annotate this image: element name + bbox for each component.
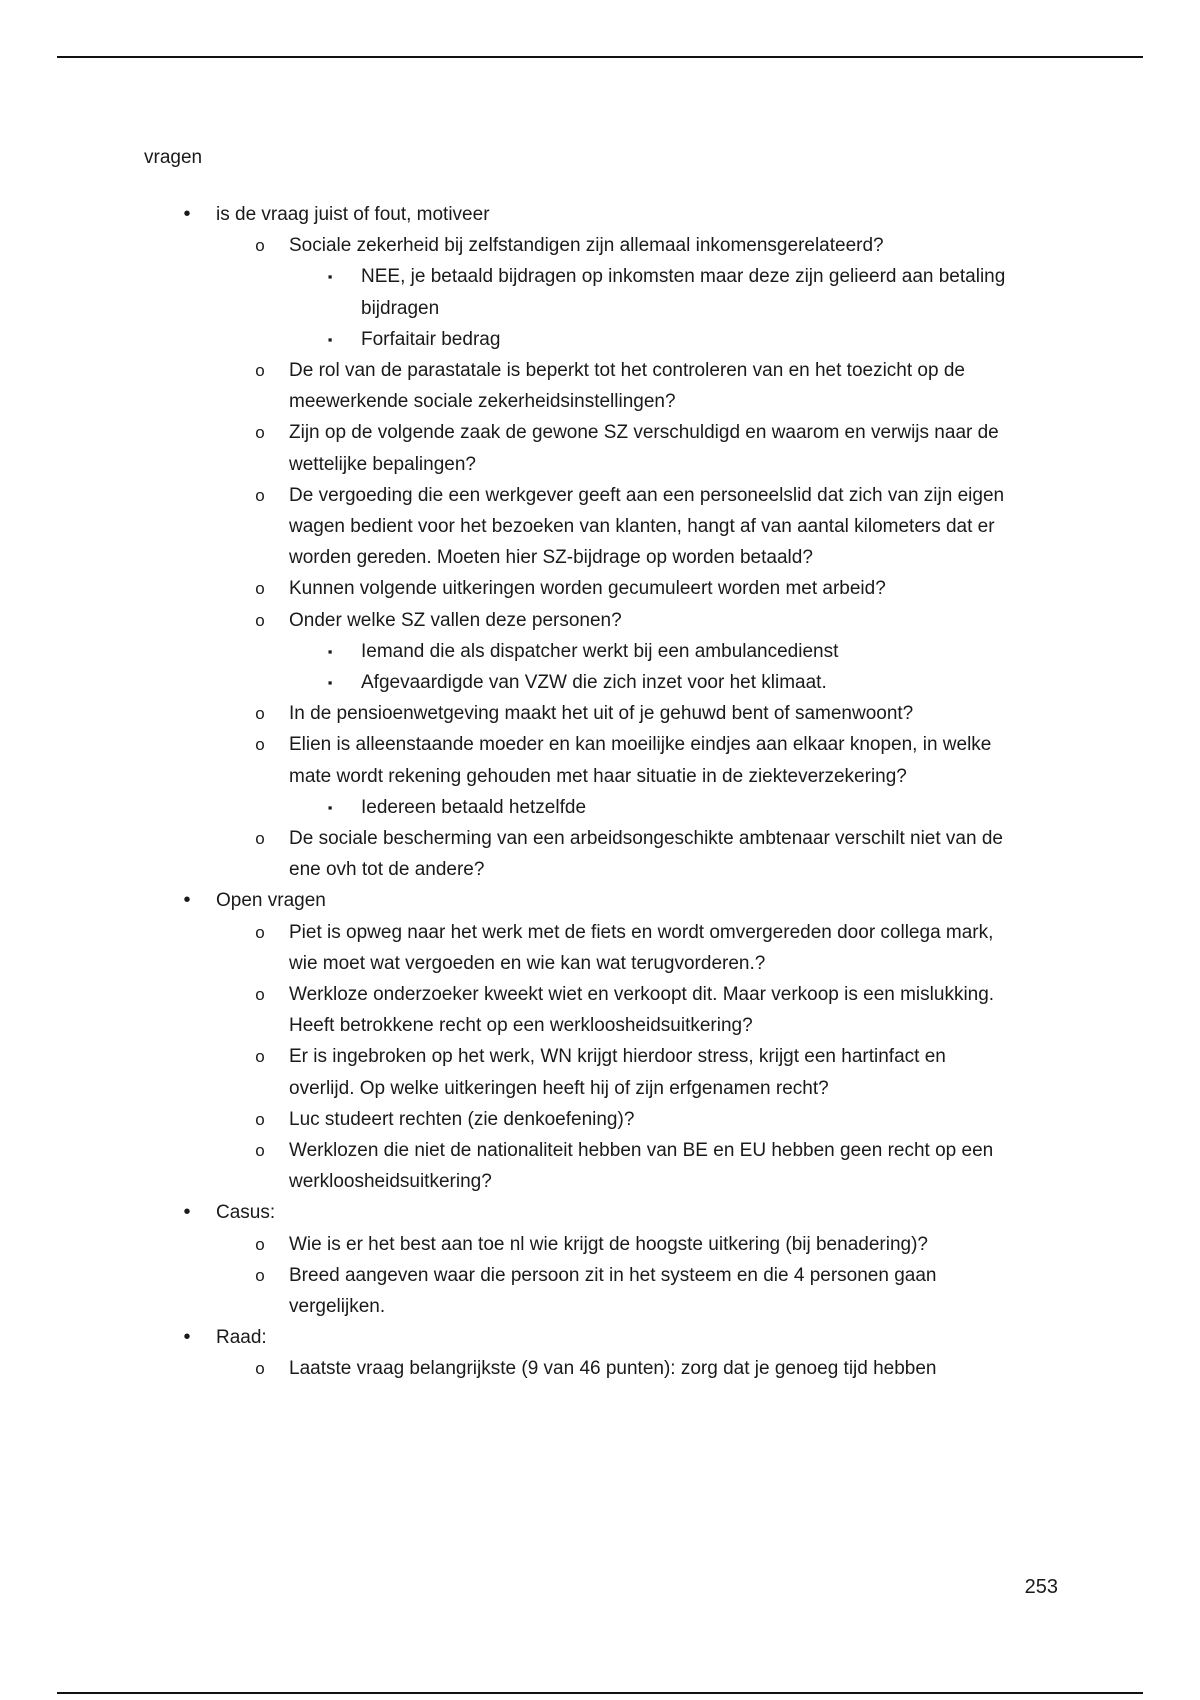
outline-line-text: Kunnen volgende uitkeringen worden gecumuleert worden met arbeid? (289, 578, 886, 600)
outline-line (0, 417, 1200, 448)
outline-line-text: Afgevaardigde van VZW die zich inzet voor het klimaat. (361, 672, 827, 693)
outline-line (0, 480, 1200, 511)
bullet-disc-icon: • (183, 889, 191, 912)
outline-line (0, 885, 1200, 916)
outline-line-text: Open vragen (216, 890, 326, 912)
outline-line-text: Sociale zekerheid bij zelfstandigen zijn allemaal inkomensgerelateerd? (289, 235, 884, 257)
outline-line (0, 1166, 1200, 1197)
outline-line (0, 542, 1200, 573)
outline-line-text: worden gereden. Moeten hier SZ-bijdrage op worden betaald? (289, 547, 813, 569)
outline-line-text: Casus: (216, 1202, 276, 1224)
outline-line (0, 1322, 1200, 1353)
outline-line (0, 698, 1200, 729)
outline-line-text: In de pensioenwetgeving maakt het uit of je gehuwd bent of samenwoont? (289, 703, 914, 725)
outline-line-text: Werkloze onderzoeker kweekt wiet en verkoopt dit. Maar verkoop is een mislukking. (289, 984, 995, 1005)
bullet-disc-icon: • (183, 1201, 191, 1224)
section-heading: vragen (144, 147, 203, 168)
outline-line (0, 386, 1200, 417)
outline-line (0, 792, 1200, 823)
outline-line-text: Heeft betrokkene recht op een werkloosheidsuitkering? (289, 1015, 753, 1037)
header-rule (57, 56, 1143, 58)
outline-line (0, 854, 1200, 885)
bullet-circle-icon: o (255, 610, 265, 630)
outline-line-text: NEE, je betaald bijdragen op inkomsten maar deze zijn gelieerd aan betaling (361, 266, 1006, 288)
bullet-square-icon: ▪ (327, 799, 333, 815)
outline-line-text: Elien is alleenstaande moeder en kan moeilijke eindjes aan elkaar knopen, in welke (289, 734, 992, 756)
outline-line (0, 199, 1200, 230)
outline-line-text: Werklozen die niet de nationaliteit hebben van BE en EU hebben geen recht op een (289, 1140, 994, 1161)
outline-line (0, 1135, 1200, 1166)
bullet-circle-icon: o (255, 1265, 265, 1285)
outline-line (0, 667, 1200, 698)
outline-line-text: Forfaitair bedrag (361, 328, 501, 350)
outline-line (0, 729, 1200, 760)
outline-line-text: Iemand die als dispatcher werkt bij een ambulancedienst (361, 640, 839, 662)
outline-line-text: wagen bedient voor het bezoeken van klanten, hangt af van aantal kilometers dat er (289, 516, 995, 537)
bullet-circle-icon: o (255, 423, 265, 443)
outline-line-text: Laatste vraag belangrijkste (9 van 46 punten): zorg dat je genoeg tijd hebben (289, 1358, 937, 1380)
outline-line-text: werkloosheidsuitkering? (289, 1171, 492, 1193)
bullet-circle-icon: o (255, 985, 265, 1004)
outline-line (0, 1260, 1200, 1291)
outline-line-text: Breed aangeven waar die persoon zit in het systeem en die 4 personen gaan (289, 1264, 937, 1286)
bullet-circle-icon: o (255, 1359, 265, 1379)
bullet-circle-icon: o (255, 1047, 265, 1067)
outline-line (0, 261, 1200, 292)
outline-line (0, 917, 1200, 948)
outline-line-text: bijdragen (361, 297, 440, 319)
bullet-circle-icon: o (255, 485, 265, 505)
outline-line (0, 823, 1200, 854)
outline-line-text: De rol van de parastatale is beperkt tot het controleren van en het toezicht op de (289, 360, 965, 381)
footer-rule (57, 1692, 1143, 1694)
outline-line (0, 1010, 1200, 1041)
bullet-square-icon: ▪ (327, 643, 333, 659)
outline-line-text: vergelijken. (289, 1296, 386, 1317)
outline-line-text: Wie is er het best aan toe nl wie krijgt de hoogste uitkering (bij benadering)? (289, 1233, 928, 1255)
bullet-circle-icon: o (255, 1109, 265, 1129)
bullet-circle-icon: o (255, 829, 265, 848)
outline-line (0, 1104, 1200, 1135)
outline-line (0, 948, 1200, 979)
outline-line (0, 1291, 1200, 1322)
outline-line (0, 355, 1200, 386)
bullet-circle-icon: o (255, 1234, 265, 1254)
outline-line (0, 1229, 1200, 1260)
outline-line (0, 573, 1200, 604)
outline-line-text: ene ovh tot de andere? (289, 859, 485, 881)
outline-line-text: Zijn op de volgende zaak de gewone SZ verschuldigd en waarom en verwijs naar de (289, 422, 999, 444)
outline-line-text: Raad: (216, 1327, 267, 1349)
page-number: 253 (1024, 1576, 1058, 1598)
outline-line-text: wettelijke bepalingen? (289, 453, 476, 475)
outline-line (0, 511, 1200, 542)
outline-line (0, 293, 1200, 324)
bullet-circle-icon: o (255, 735, 265, 755)
outline-line-text: meewerkende sociale zekerheidsinstellingen? (289, 391, 676, 413)
outline-line (0, 1041, 1200, 1072)
bullet-disc-icon: • (183, 203, 191, 225)
bullet-circle-icon: o (255, 704, 265, 724)
outline-line-text: wie moet wat vergoeden en wie kan wat terugvorderen.? (289, 952, 766, 974)
outline-line (0, 230, 1200, 261)
outline-line-text: De sociale bescherming van een arbeidsongeschikte ambtenaar verschilt niet van de (289, 828, 1003, 849)
outline-line (0, 761, 1200, 792)
outline-line-text: Piet is opweg naar het werk met de fiets en wordt omvergereden door collega mark, (289, 921, 994, 943)
outline-line (0, 1353, 1200, 1384)
bullet-square-icon: ▪ (327, 331, 333, 347)
bullet-circle-icon: o (255, 579, 265, 599)
bullet-circle-icon: o (255, 1141, 265, 1160)
bullet-circle-icon: o (255, 361, 265, 380)
outline-line (0, 324, 1200, 355)
outline-line (0, 605, 1200, 636)
outline-line-text: Er is ingebroken op het werk, WN krijgt hierdoor stress, krijgt een hartinfact en (289, 1046, 946, 1068)
bullet-square-icon: ▪ (327, 675, 333, 690)
outline-line-text: mate wordt rekening gehouden met haar situatie in de ziekteverzekering? (289, 765, 907, 787)
outline-line (0, 1197, 1200, 1228)
outline-line-text: Iedereen betaald hetzelfde (361, 796, 587, 818)
bullet-circle-icon: o (255, 236, 265, 256)
bullet-circle-icon: o (255, 922, 265, 942)
bullet-square-icon: ▪ (327, 269, 333, 285)
outline-line (0, 636, 1200, 667)
outline-line-text: De vergoeding die een werkgever geeft aan een personeelslid dat zich van zijn eigen (289, 484, 1005, 506)
outline-line-text: is de vraag juist of fout, motiveer (216, 204, 490, 225)
outline-line (0, 449, 1200, 480)
bullet-disc-icon: • (183, 1326, 191, 1349)
outline-line-text: overlijd. Op welke uitkeringen heeft hij of zijn erfgenamen recht? (289, 1077, 829, 1099)
outline-line (0, 1073, 1200, 1104)
outline-line (0, 979, 1200, 1010)
outline-line-text: Luc studeert rechten (zie denkoefening)? (289, 1108, 635, 1130)
outline-line-text: Onder welke SZ vallen deze personen? (289, 609, 622, 631)
